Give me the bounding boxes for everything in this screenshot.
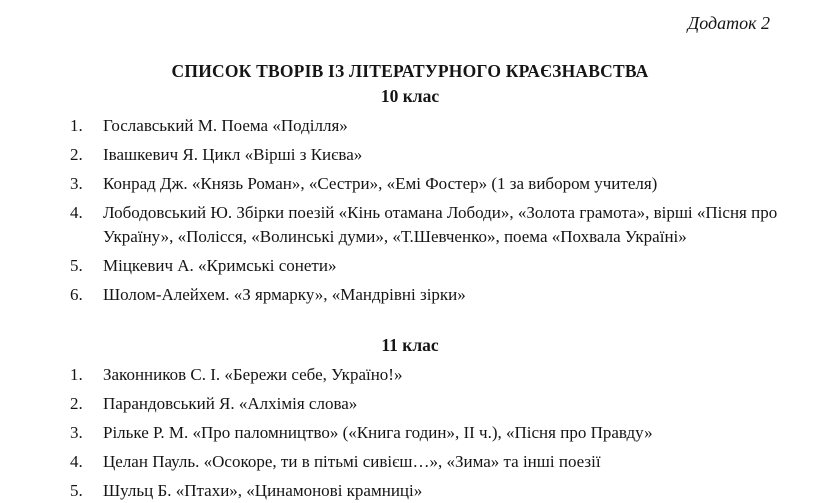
list-item <box>70 172 790 196</box>
section-heading-grade-10: 10 клас <box>380 86 440 106</box>
item-text: Целан Пауль. «Осокоре, ти в пітьмі сивієш…», «Зима» та інші поезії <box>103 452 601 471</box>
item-number: 3. <box>70 174 83 193</box>
item-number: 1. <box>70 116 83 135</box>
item-number: 1. <box>70 365 83 384</box>
list-item <box>70 254 790 278</box>
list-item <box>70 201 790 249</box>
item-text: Гославський М. Поема «Поділля» <box>103 116 348 135</box>
item-text: Парандовський Я. «Алхімія слова» <box>103 394 358 413</box>
works-list-grade-11 <box>0 363 820 503</box>
item-text: Шульц Б. «Птахи», «Цинамонові крамниці» <box>103 481 423 500</box>
list-item <box>70 283 790 307</box>
item-text: Лободовський Ю. Збірки поезій «Кінь отамана Лободи», «Золота грамота», вірші «Пісня про Україну», «Полісся, «Волинські думи», «Т.Шевченко», поема «Похвала Україні» <box>103 203 778 246</box>
item-text: Конрад Дж. «Князь Роман», «Сестри», «Емі Фостер» (1 за вибором учителя) <box>103 174 658 193</box>
list-item <box>70 392 790 416</box>
item-number: 5. <box>70 481 83 500</box>
item-text: Рільке Р. М. «Про паломництво» («Книга годин», II ч.), «Пісня про Правду» <box>103 423 653 442</box>
list-item <box>70 114 790 138</box>
item-text: Законников С. І. «Бережи себе, Україно!» <box>103 365 403 384</box>
annex-label: Додаток 2 <box>687 13 770 33</box>
item-text: Міцкевич А. «Кримські сонети» <box>103 256 337 275</box>
section-heading-grade-11: 11 клас <box>381 335 439 355</box>
list-item <box>70 450 790 474</box>
works-list-grade-10 <box>0 114 820 307</box>
item-number: 2. <box>70 394 83 413</box>
item-number: 3. <box>70 423 83 442</box>
item-number: 4. <box>70 203 83 222</box>
list-item <box>70 143 790 167</box>
item-number: 6. <box>70 285 83 304</box>
item-number: 5. <box>70 256 83 275</box>
item-text: Івашкевич Я. Цикл «Вірші з Києва» <box>103 145 363 164</box>
item-number: 4. <box>70 452 83 471</box>
list-item <box>70 363 790 387</box>
list-item <box>70 479 790 503</box>
list-item <box>70 421 790 445</box>
item-number: 2. <box>70 145 83 164</box>
document-title: СПИСОК ТВОРІВ ІЗ ЛІТЕРАТУРНОГО КРАЄЗНАВСТВА <box>171 61 649 81</box>
item-text: Шолом-Алейхем. «З ярмарку», «Мандрівні зірки» <box>103 285 466 304</box>
